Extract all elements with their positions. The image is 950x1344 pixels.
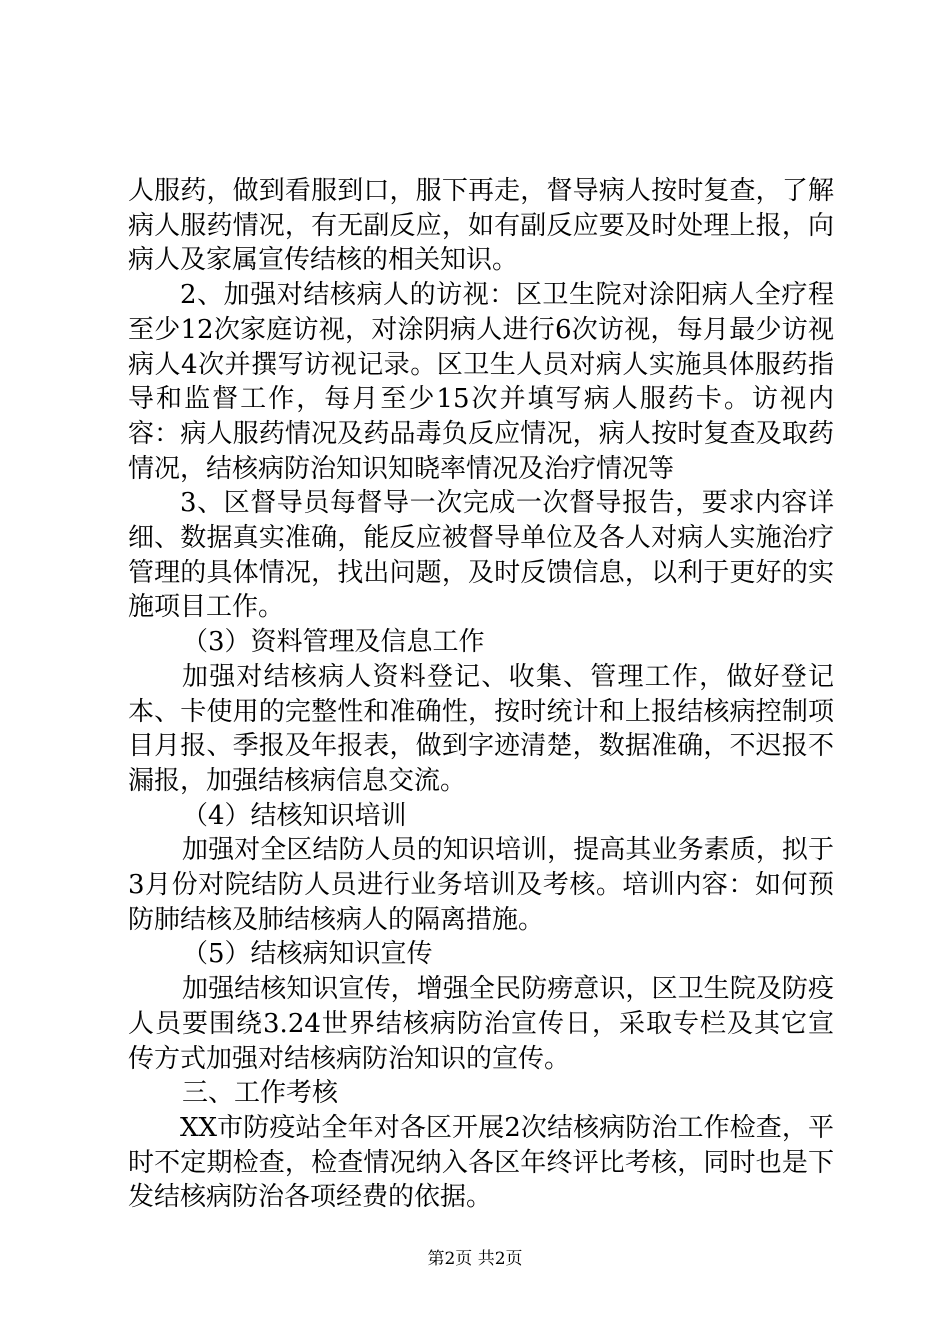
section-heading-3: （3）资料管理及信息工作 xyxy=(182,627,485,658)
paragraph-data-management: 加强对结核病人资料登记、收集、管理工作，做好登记本、卡使用的完整性和准确性，按时统计和上报结核病控制项目月报、季报及年报表，做到字迹清楚，数据准确，不迟报不漏报，加强结核病信息交流。 xyxy=(128,661,834,796)
paragraph-item-3: 3、区督导员每督导一次完成一次督导报告，要求内容详细、数据真实准确，能反应被督导单位及各人对病人实施治疗管理的具体情况，找出问题，及时反馈信息，以利于更好的实施项目工作。 xyxy=(128,488,834,623)
section-heading-5: （5）结核病知识宣传 xyxy=(182,939,433,970)
page-footer: 第2页 共2页 xyxy=(427,1249,523,1269)
paragraph-publicity: 加强结核知识宣传，增强全民防痨意识，区卫生院及防疫人员要围绕3.24世界结核病防治宣传日，采取专栏及其它宣传方式加强对结核病防治知识的宣传。 xyxy=(128,974,834,1074)
document-body xyxy=(128,174,834,1215)
paragraph-assessment: XX市防疫站全年对各区开展2次结核病防治工作检查，平时不定期检查，检查情况纳入各区年终评比考核，同时也是下发结核病防治各项经费的依据。 xyxy=(128,1112,834,1213)
section-heading-assessment: 三、工作考核 xyxy=(182,1078,339,1109)
section-heading-4: （4）结核知识培训 xyxy=(182,800,407,831)
paragraph-item-2: 2、加强对结核病人的访视：区卫生院对涂阳病人全疗程至少12次家庭访视，对涂阴病人进行6次访视，每月最少访视病人4次并撰写访视记录。区卫生人员对病人实施具体服药指导和监督工作，每月至少15次并填写病人服药卡。访视内容：病人服药情况及药品毒负反应情况，病人按时复查及取药情况，结核病防治知识知晓率情况及治疗情况等 xyxy=(128,280,834,484)
paragraph-continuation: 人服药，做到看服到口，服下再走，督导病人按时复查，了解病人服药情况，有无副反应，如有副反应要及时处理上报，向病人及家属宣传结核的相关知识。 xyxy=(128,176,834,276)
paragraph-training: 加强对全区结防人员的知识培训，提高其业务素质，拟于3月份对院结防人员进行业务培训及考核。培训内容：如何预防肺结核及肺结核病人的隔离措施。 xyxy=(128,835,834,935)
